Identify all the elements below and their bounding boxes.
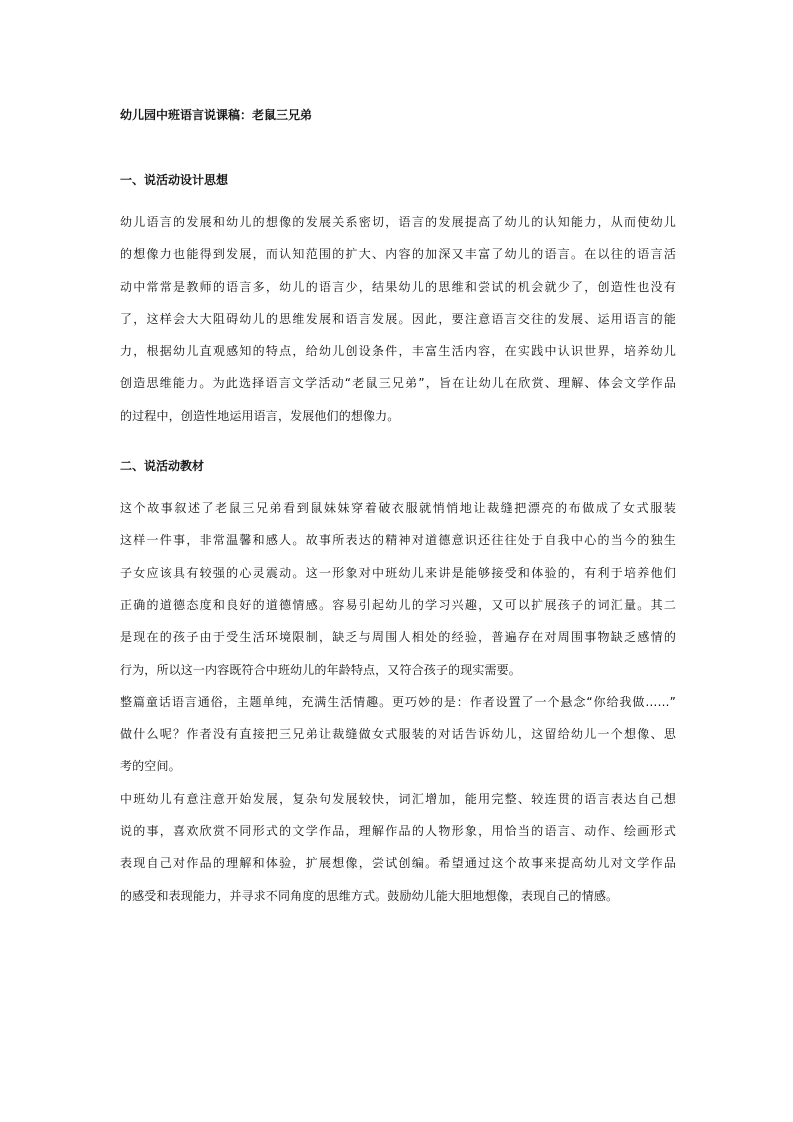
paragraph-line: 表现自己对作品的理解和体验，扩展想像，尝试创编。希望通过这个故事来提高幼儿对文学作品	[120, 856, 676, 871]
paragraph-line: 正确的道德态度和良好的道德情感。容易引起幼儿的学习兴趣，又可以扩展孩子的词汇量。其二	[120, 597, 676, 612]
paragraph-line: 整篇童话语言通俗，主题单纯，充满生活情趣。更巧妙的是：作者设置了一个悬念“你给我做……”	[120, 694, 676, 709]
section-heading-teaching-material: 二、说活动教材	[120, 459, 205, 474]
paragraph-child-development	[120, 783, 676, 912]
paragraph-line: 创造思维能力。为此选择语言文学活动“老鼠三兄弟”，旨在让幼儿在欣赏、理解、体会文学作品	[120, 376, 676, 391]
section-heading-design-thought: 一、说活动设计思想	[120, 173, 229, 187]
paragraph-line: 动中常常是教师的语言多，幼儿的语言少，结果幼儿的思维和尝试的机会就少了，创造性也没有	[120, 279, 676, 294]
document-body	[120, 103, 676, 912]
paragraph-line: 的过程中，创造性地运用语言，发展他们的想像力。	[120, 408, 400, 423]
paragraph-story-language	[120, 686, 676, 783]
paragraph-line: 做什么呢？作者没有直接把三兄弟让裁缝做女式服装的对话告诉幼儿，这留给幼儿一个想像、思	[120, 727, 676, 742]
paragraph-design-thought	[120, 206, 676, 432]
paragraph-line: 这个故事叙述了老鼠三兄弟看到鼠妹妹穿着破衣服就悄悄地让裁缝把漂亮的布做成了女式服装	[120, 501, 676, 516]
document-title: 幼儿园中班语言说课稿：老鼠三兄弟	[120, 108, 313, 122]
spacer	[120, 432, 676, 454]
paragraph-line: 中班幼儿有意注意开始发展，复杂句发展较快，词汇增加，能用完整、较连贯的语言表达自己想	[120, 791, 676, 806]
paragraph-story-summary	[120, 492, 676, 686]
spacer	[120, 478, 676, 492]
paragraph-line: 幼儿语言的发展和幼儿的想像的发展关系密切，语言的发展提高了幼儿的认知能力，从而使幼儿	[120, 215, 676, 229]
paragraph-line: 子女应该具有较强的心灵震动。这一形象对中班幼儿来讲是能够接受和体验的，有利于培养他们	[120, 565, 676, 580]
paragraph-line: 这样一件事，非常温馨和感人。故事所表达的精神对道德意识还往往处于自我中心的当今的独生	[120, 533, 676, 548]
paragraph-line: 的感受和表现能力，并寻求不同角度的思维方式。鼓励幼儿能大胆地想像，表现自己的情感。	[120, 888, 619, 903]
paragraph-line: 是现在的孩子由于受生活环境限制，缺乏与周围人相处的经验，普遍存在对周围事物缺乏感情的	[120, 630, 676, 645]
paragraph-line: 的想像力也能得到发展，而认知范围的扩大、内容的加深又丰富了幼儿的语言。在以往的语言活	[120, 247, 676, 262]
paragraph-line: 了，这样会大大阻碍幼儿的思维发展和语言发展。因此，要注意语言交往的发展、运用语言的能	[120, 311, 676, 326]
spacer	[120, 192, 676, 206]
paragraph-line: 考的空间。	[120, 759, 181, 774]
paragraph-line: 行为，所以这一内容既符合中班幼儿的年龄特点，又符合孩子的现实需要。	[120, 662, 521, 677]
paragraph-line: 说的事，喜欢欣赏不同形式的文学作品，理解作品的人物形象，用恰当的语言、动作、绘画形式	[120, 824, 676, 839]
paragraph-line: 力，根据幼儿直观感知的特点，给幼儿创设条件，丰富生活内容，在实践中认识世界，培养幼儿	[120, 344, 676, 359]
spacer	[120, 127, 676, 168]
